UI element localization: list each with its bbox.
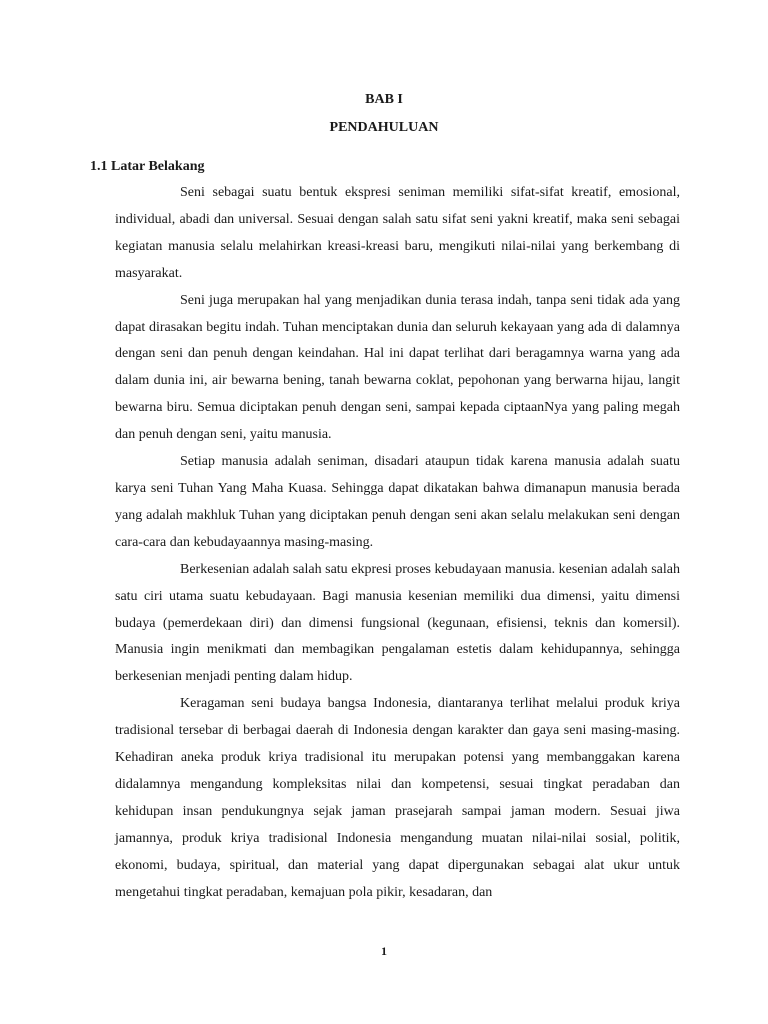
paragraph: Seni sebagai suatu bentuk ekspresi seniman memiliki sifat-sifat kreatif, emosional, individual, abadi dan universal. Sesuai dengan salah satu sifat seni yakni kreatif, maka seni sebagai kegiatan manusia selalu melahirkan kreasi-kreasi baru, mengikuti nilai-nilai yang berkembang di masyarakat. bbox=[115, 185, 680, 281]
paragraph: Keragaman seni budaya bangsa Indonesia, diantaranya terlihat melalui produk kriya tradisional tersebar di berbagai daerah di Indonesia dengan karakter dan gaya seni masing-masing. Kehadiran aneka produk kriya tradisional itu merupakan potensi yang membanggakan karena didalamnya mengandung kompleksitas nilai dan kompetensi, sesuai tingkat peradaban dan kehidupan insan pendukungnya sejak jaman prasejarah sampai jaman modern. Sesuai jiwa jamannya, produk kriya tradisional Indonesia mengandung muatan nilai-nilai sosial, politik, ekonomi, budaya, spiritual, dan material yang dapat dipergunakan sebagai alat ukur untuk mengetahui tingkat peradaban, kemajuan pola pikir, kesadaran, dan bbox=[115, 696, 680, 900]
section-heading: 1.1 Latar Belakang bbox=[90, 159, 205, 174]
paragraph: Setiap manusia adalah seniman, disadari ataupun tidak karena manusia adalah suatu karya seni Tuhan Yang Maha Kuasa. Sehingga dapat dikatakan bahwa dimanapun manusia berada yang adalah makhluk Tuhan yang diciptakan penuh dengan seni akan selalu melakukan seni dengan cara-cara dan kebudayaannya masing-masing. bbox=[115, 454, 680, 550]
chapter-number: BAB I bbox=[365, 92, 403, 107]
chapter-title: PENDAHULUAN bbox=[329, 120, 439, 135]
page-number: 1 bbox=[381, 944, 387, 958]
body-text bbox=[115, 180, 680, 906]
paragraph: Berkesenian adalah salah satu ekpresi proses kebudayaan manusia. kesenian adalah salah satu ciri utama suatu kebudayaan. Bagi manusia kesenian memiliki dua dimensi, yaitu dimensi budaya (pemerdekaan diri) dan dimensi fungsional (kegunaan, efisiensi, teknis dan komersil). Manusia ingin menikmati dan membagikan pengalaman estetis dalam kehidupannya, sehingga berkesenian menjadi penting dalam hidup. bbox=[115, 561, 680, 685]
paragraph: Seni juga merupakan hal yang menjadikan dunia terasa indah, tanpa seni tidak ada yang dapat dirasakan begitu indah. Tuhan menciptakan dunia dan seluruh kekayaan yang ada di dalamnya dengan seni dan penuh dengan keindahan. Hal ini dapat terlihat dari beragamnya warna yang ada dalam dunia ini, air bewarna bening, tanah bewarna coklat, pepohonan yang berwarna hijau, langit bewarna biru. Semua diciptakan penuh dengan seni, sampai kepada ciptaanNya yang paling megah dan penuh dengan seni, yaitu manusia. bbox=[115, 292, 680, 443]
